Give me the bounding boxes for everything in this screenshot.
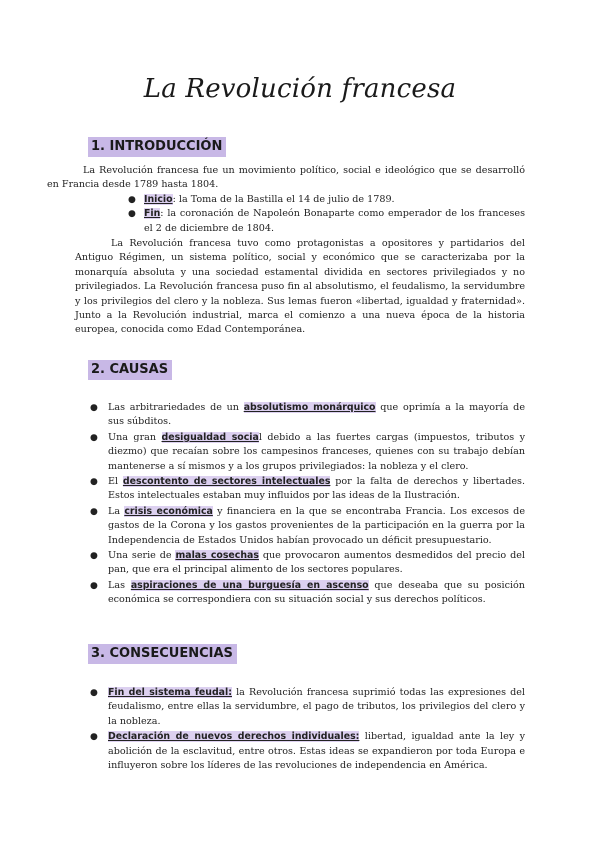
bullet-text: libertad, igualdad ante la ley y abolición de la esclavitud, entre otros. Estas ideas se expandieron por toda Europa e influyeron sobre los líderes de las revoluciones de independencia en América.	[108, 731, 525, 772]
intro-paragraph-1: La Revolución francesa fue un movimiento político, social e ideológico que se desarrolló en Francia desde 1789 hasta 1804.	[47, 165, 525, 191]
list-item	[128, 207, 525, 236]
bullet-text: Una serie de	[108, 550, 176, 562]
bullet-icon: ●	[90, 580, 98, 591]
section-heading-consecuencias: 3. CONSECUENCIAS	[88, 644, 237, 664]
keyword-crisis: crisis económica	[124, 505, 213, 517]
keyword-descontento: descontento de sectores intelectuales	[122, 476, 331, 488]
bullet-text: que provocaron aumentos desmedidos del precio del pan, que era el principal alimento de los sectores populares.	[108, 550, 525, 576]
bullet-icon: ●	[90, 506, 98, 517]
bullet-icon: ●	[128, 209, 136, 220]
bullet-icon: ●	[90, 477, 98, 488]
list-item	[90, 431, 525, 474]
intro-bullet-list	[128, 193, 525, 236]
list-item	[90, 475, 525, 504]
bullet-text: por la falta de derechos y libertades. Estos intelectuales estaban muy influidos por las ideas de la Ilustración.	[108, 476, 525, 502]
bullet-text: Una gran	[108, 431, 162, 443]
bullet-text: : la Toma de la Bastilla el 14 de julio de 1789.	[172, 194, 395, 205]
causas-bullet-list	[90, 401, 525, 609]
list-item	[128, 193, 525, 207]
bullet-text: Las	[108, 579, 131, 591]
bullet-text: Las arbitrariedades de un	[108, 402, 244, 413]
keyword-declaracion-derechos: Declaración de nuevos derechos individuales:	[108, 731, 360, 743]
bullet-text: que oprimía a la mayoría de sus súbditos.	[108, 402, 525, 428]
bullet-text: y financiera en la que se encontraba Francia. Los excesos de gastos de la Corona y los gastos provenientes de la participación en la guerra por la Independencia de Estados Unidos habían provocado un déficit presupuestario.	[108, 505, 526, 546]
keyword-fin-feudal: Fin del sistema feudal:	[108, 687, 232, 698]
intro-paragraph-2: La Revolución francesa tuvo como protagonistas a opositores y partidarios del Antiguo Régimen, un sistema político, social y económico que se caracterizaba por la monarquía absoluta y una sociedad estamental dividida en sectores privilegiados y no privilegiados. La Revolución francesa puso fin al absolutismo, el feudalismo, la servidumbre y los privilegios del clero y la nobleza. Sus lemas fueron «libertad, igualdad y fraternidad». Junto a la Revolución industrial, marca el comienzo a una nueva época de la historia europea, conocida como Edad Contemporánea.	[75, 238, 525, 336]
bullet-text: l debido a las fuertes cargas (impuestos, tributos y diezmo) que recaían sobre los campesinos franceses, quienes con su trabajo debían mantenerse a sí mismos y a los grupos privilegiados: la nobleza y el clero.	[108, 431, 526, 472]
bullet-icon: ●	[90, 403, 98, 413]
bullet-icon: ●	[90, 551, 98, 562]
list-item	[90, 579, 525, 608]
bullet-text: que deseaba que su posición económica se correspondiera con su situación social y sus derechos políticos.	[108, 579, 525, 606]
bullet-text: La	[108, 505, 125, 517]
document-title: La Revolución francesa	[143, 74, 457, 104]
keyword-fin: Fin	[144, 208, 161, 220]
list-item	[90, 730, 525, 773]
keyword-aspiraciones: aspiraciones de una burguesía en ascenso	[130, 579, 369, 591]
keyword-inicio: Inicio	[144, 194, 173, 205]
bullet-text: : la coronación de Napoleón Bonaparte como emperador de los franceses el 2 de diciembre de 1804.	[144, 208, 525, 234]
bullet-icon: ●	[128, 195, 136, 205]
keyword-desigualdad: desigualdad socia	[161, 431, 259, 443]
bullet-icon: ●	[90, 432, 98, 443]
bullet-text: la Revolución francesa suprimió todas las expresiones del feudalismo, entre ellas la servidumbre, el pago de tributos, los privilegios del clero y la nobleza.	[108, 687, 525, 727]
list-item	[90, 401, 525, 430]
consecuencias-bullet-list	[90, 686, 525, 774]
section-heading-causas: 2. CAUSAS	[88, 360, 172, 380]
bullet-icon: ●	[90, 732, 98, 743]
list-item	[90, 505, 525, 548]
bullet-text: El	[108, 476, 123, 488]
list-item	[90, 686, 525, 729]
bullet-icon: ●	[90, 688, 98, 698]
keyword-absolutismo: absolutismo monárquico	[243, 402, 376, 413]
keyword-malas-cosechas: malas cosechas	[175, 550, 259, 562]
section-heading-introduccion: 1. INTRODUCCIÓN	[88, 137, 226, 157]
list-item	[90, 549, 525, 578]
